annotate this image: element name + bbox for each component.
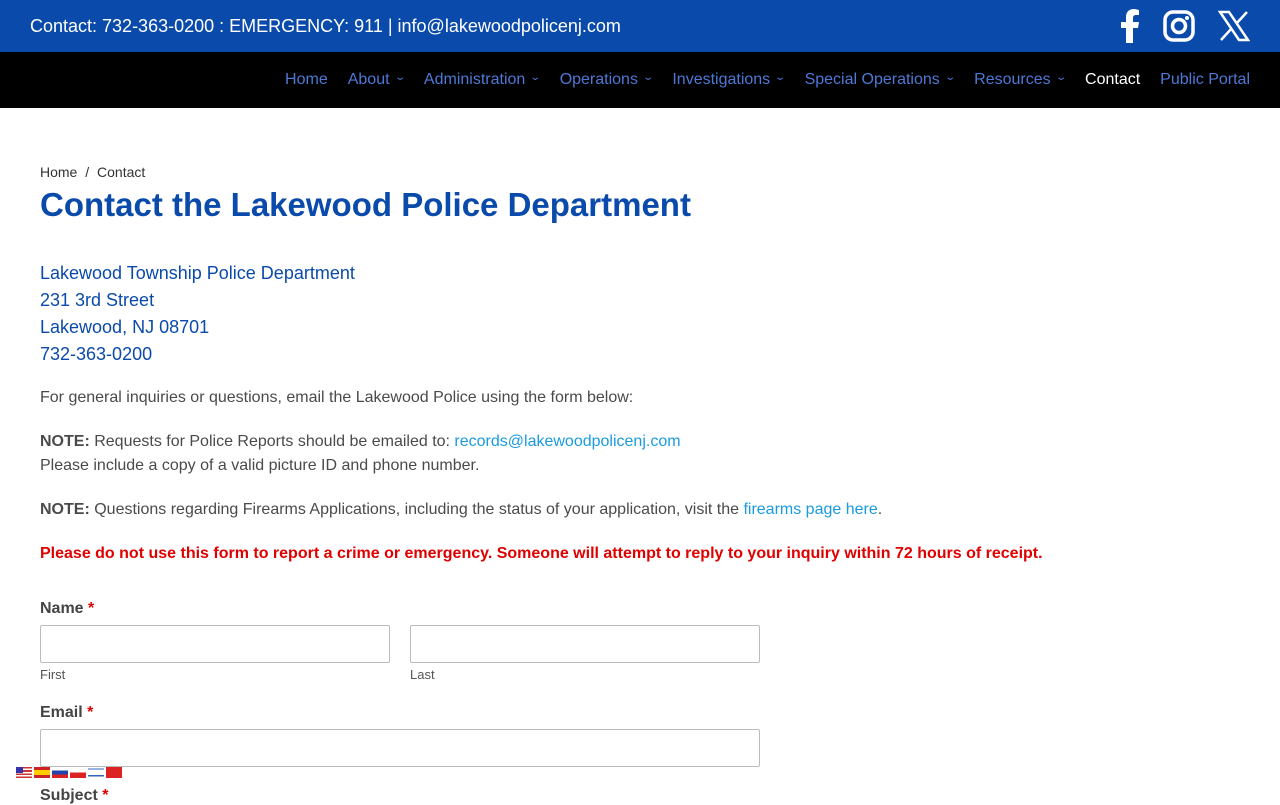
required-marker: * xyxy=(87,704,94,721)
instagram-icon[interactable] xyxy=(1162,9,1196,43)
note-end: . xyxy=(877,501,883,518)
intro-text: For general inquiries or questions, email the Lakewood Police using the form below: xyxy=(40,389,634,406)
first-sublabel: First xyxy=(40,667,66,682)
nav-item-operations[interactable] xyxy=(560,71,653,89)
main-nav xyxy=(0,52,1280,108)
nav-label: Home xyxy=(285,71,328,88)
name-label xyxy=(40,600,1240,618)
nav-label: Public Portal xyxy=(1160,71,1250,88)
city: Lakewood, NJ 08701 xyxy=(40,317,210,337)
nav-item-public-portal[interactable] xyxy=(1160,71,1250,89)
street: 231 3rd Street xyxy=(40,290,155,310)
subject-label-text: Subject xyxy=(40,787,98,804)
nav-label: Operations xyxy=(559,71,638,88)
chevron-down-icon: ⌄ xyxy=(944,71,956,83)
name-label-text: Name xyxy=(40,600,84,617)
breadcrumb-current: Contact xyxy=(97,164,146,180)
nav-label: Investigations xyxy=(672,71,771,88)
nav-item-special-operations[interactable] xyxy=(805,71,955,89)
nav-item-contact[interactable] xyxy=(1085,71,1140,89)
note-label: NOTE: xyxy=(40,501,90,518)
nav-label: Administration xyxy=(423,71,526,88)
contact-info: Contact: 732-363-0200 : EMERGENCY: 911 | info@lakewoodpolicenj.com xyxy=(30,15,621,36)
dept-name: Lakewood Township Police Department xyxy=(40,263,355,283)
email-label-text: Email xyxy=(40,704,83,721)
nav-item-about[interactable] xyxy=(348,71,404,89)
last-sublabel: Last xyxy=(410,667,435,682)
address-block xyxy=(40,260,1240,368)
first-name-input[interactable] xyxy=(40,625,390,663)
flag-us-icon[interactable] xyxy=(16,767,32,778)
email-input[interactable] xyxy=(40,729,760,767)
flag-il-icon[interactable] xyxy=(88,767,104,778)
required-marker: * xyxy=(88,600,95,617)
note-reports xyxy=(40,430,1240,478)
nav-label: Contact xyxy=(1085,71,1141,88)
flag-pl-icon[interactable] xyxy=(70,767,86,778)
email-label xyxy=(40,704,1240,722)
note-text: Requests for Police Reports should be emailed to: xyxy=(89,433,455,450)
required-marker: * xyxy=(102,787,109,804)
subject-label xyxy=(40,787,1240,805)
nav-label: Special Operations xyxy=(804,71,940,88)
note-firearms xyxy=(40,498,1240,522)
warning-text: Please do not use this form to report a crime or emergency. Someone will attempt to reply to your inquiry within 72 hours of receipt. xyxy=(40,545,1043,562)
last-name-input[interactable] xyxy=(410,625,760,663)
firearms-link[interactable]: firearms page here xyxy=(743,501,878,518)
nav-label: About xyxy=(347,71,390,88)
flag-es-icon[interactable] xyxy=(34,767,50,778)
nav-item-home[interactable] xyxy=(285,71,328,89)
page-title: Contact the Lakewood Police Department xyxy=(40,186,691,223)
chevron-down-icon: ⌄ xyxy=(774,71,787,83)
chevron-down-icon: ⌄ xyxy=(393,71,406,83)
breadcrumb-separator: / xyxy=(85,164,90,180)
nav-label: Resources xyxy=(974,71,1051,88)
note-line2: Please include a copy of a valid picture ID and phone number. xyxy=(40,457,480,474)
breadcrumb xyxy=(40,164,1240,180)
chevron-down-icon: ⌄ xyxy=(642,71,655,83)
nav-item-investigations[interactable] xyxy=(672,71,787,89)
x-icon[interactable] xyxy=(1218,10,1250,42)
language-flags xyxy=(16,767,122,778)
note-label: NOTE: xyxy=(40,433,90,450)
facebook-icon[interactable] xyxy=(1120,9,1140,43)
chevron-down-icon: ⌄ xyxy=(529,71,542,83)
note-text: Questions regarding Firearms Applications, including the status of your application, visit the xyxy=(89,501,744,518)
records-email-link[interactable]: records@lakewoodpolicenj.com xyxy=(454,433,681,450)
phone: 732-363-0200 xyxy=(40,344,153,364)
chevron-down-icon: ⌄ xyxy=(1054,71,1067,83)
nav-item-administration[interactable] xyxy=(424,71,540,89)
top-bar xyxy=(0,0,1280,52)
nav-item-resources[interactable] xyxy=(974,71,1065,89)
flag-ru-icon[interactable] xyxy=(52,767,68,778)
flag-cn-icon[interactable] xyxy=(106,767,122,778)
breadcrumb-home[interactable]: Home xyxy=(40,164,78,180)
